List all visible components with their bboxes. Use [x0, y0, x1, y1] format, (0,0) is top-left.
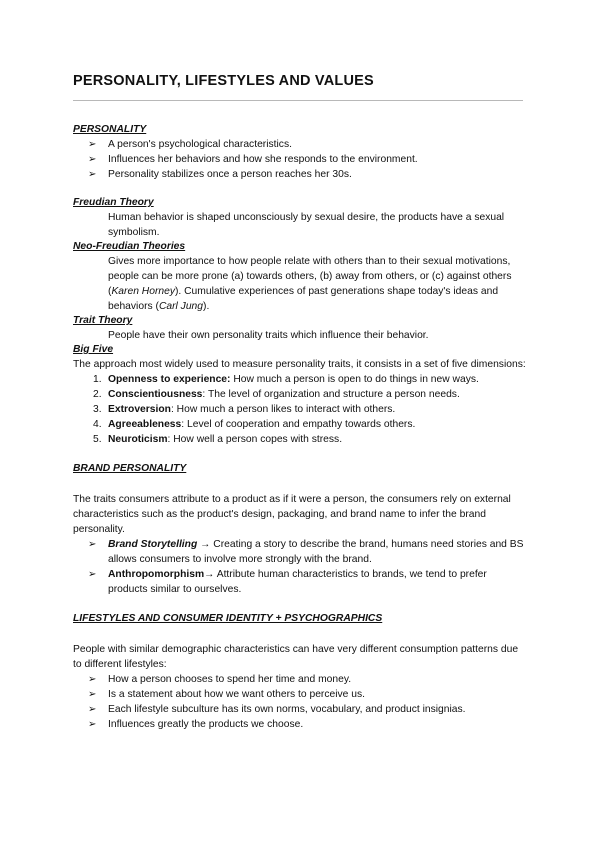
list-item: ➢ How a person chooses to spend her time and money.	[88, 674, 352, 685]
arrow-bullet-icon: ➢	[88, 689, 97, 700]
author-name: Carl Jung	[158, 301, 204, 312]
subheading-trait-theory: Trait Theory	[73, 315, 133, 326]
page-title: PERSONALITY, LIFESTYLES AND VALUES	[73, 73, 374, 89]
neo-freudian-text: Gives more importance to how people relate with others than to their sexual motivations, people can be more prone (a) towards others, (b) away from others, or (c) against others (Karen Horney). Cumulative experiences of past generations shape today's ideas and behaviors (Carl Jung).	[108, 256, 512, 312]
list-item: ➢ Personality stabilizes once a person reaches her 30s.	[88, 169, 352, 180]
list-item: ➢ Anthropomorphism→ Attribute human characteristics to brands, we tend to prefer products similar to ourselves.	[88, 569, 487, 595]
list-item: ➢ Each lifestyle subculture has its own norms, vocabulary, and product insignias.	[88, 704, 466, 715]
list-item: 2. Conscientiousness: The level of organization and structure a person needs.	[93, 389, 460, 400]
trait-text: People have their own personality traits which influence their behavior.	[108, 330, 429, 341]
list-item: ➢ Brand Storytelling → Creating a story to describe the brand, humans need stories and BS allows consumers to involve more strongly with the brand.	[88, 539, 524, 565]
list-item: ➢ Influences greatly the products we choose.	[88, 719, 304, 730]
author-name: Karen Horney	[111, 286, 175, 297]
list-item: 1. Openness to experience: How much a person is open to do things in new ways.	[93, 374, 479, 385]
list-item: ➢ Influences her behaviors and how she responds to the environment.	[88, 154, 418, 165]
arrow-bullet-icon: ➢	[88, 674, 97, 685]
freudian-text: Human behavior is shaped unconsciously by sexual desire, the products have a sexual symbolism.	[108, 212, 505, 238]
brand-personality-intro: The traits consumers attribute to a product as if it were a person, the consumers rely on external characteristics such as the product's design, packaging, and brand name to infer the brand personality.	[73, 494, 511, 535]
list-item: ➢ A person's psychological characteristics.	[88, 139, 292, 150]
list-item: 3. Extroversion: How much a person likes to interact with others.	[93, 404, 396, 415]
section-heading-lifestyles: LIFESTYLES AND CONSUMER IDENTITY + PSYCHOGRAPHICS	[73, 613, 383, 624]
arrow-bullet-icon: ➢	[88, 569, 97, 580]
arrow-bullet-icon: ➢	[88, 539, 97, 550]
title-divider	[73, 100, 523, 101]
arrow-bullet-icon: ➢	[88, 139, 97, 150]
arrow-bullet-icon: ➢	[88, 169, 97, 180]
arrow-bullet-icon: ➢	[88, 154, 97, 165]
subheading-freudian-theory: Freudian Theory	[73, 197, 154, 208]
lifestyles-intro: People with similar demographic characteristics can have very different consumption patterns due to different lifestyles:	[73, 644, 519, 670]
brand-personality-bullets	[73, 537, 528, 597]
subheading-big-five: Big Five	[73, 344, 114, 355]
lifestyles-bullets	[73, 672, 528, 732]
big-five-intro: The approach most widely used to measure personality traits, it consists in a set of five dimensions:	[73, 359, 526, 370]
section-heading-personality: PERSONALITY	[73, 124, 147, 135]
list-item: 4. Agreeableness: Level of cooperation and empathy towards others.	[93, 419, 416, 430]
section-heading-brand-personality: BRAND PERSONALITY	[73, 463, 187, 474]
list-item: ➢ Is a statement about how we want others to perceive us.	[88, 689, 365, 700]
big-five-list	[73, 372, 528, 447]
personality-bullets	[73, 137, 528, 182]
document-body	[73, 122, 528, 732]
list-item: 5. Neuroticism: How well a person copes with stress.	[93, 434, 343, 445]
arrow-bullet-icon: ➢	[88, 719, 97, 730]
subheading-neo-freudian-theories: Neo-Freudian Theories	[73, 241, 186, 252]
arrow-bullet-icon: ➢	[88, 704, 97, 715]
